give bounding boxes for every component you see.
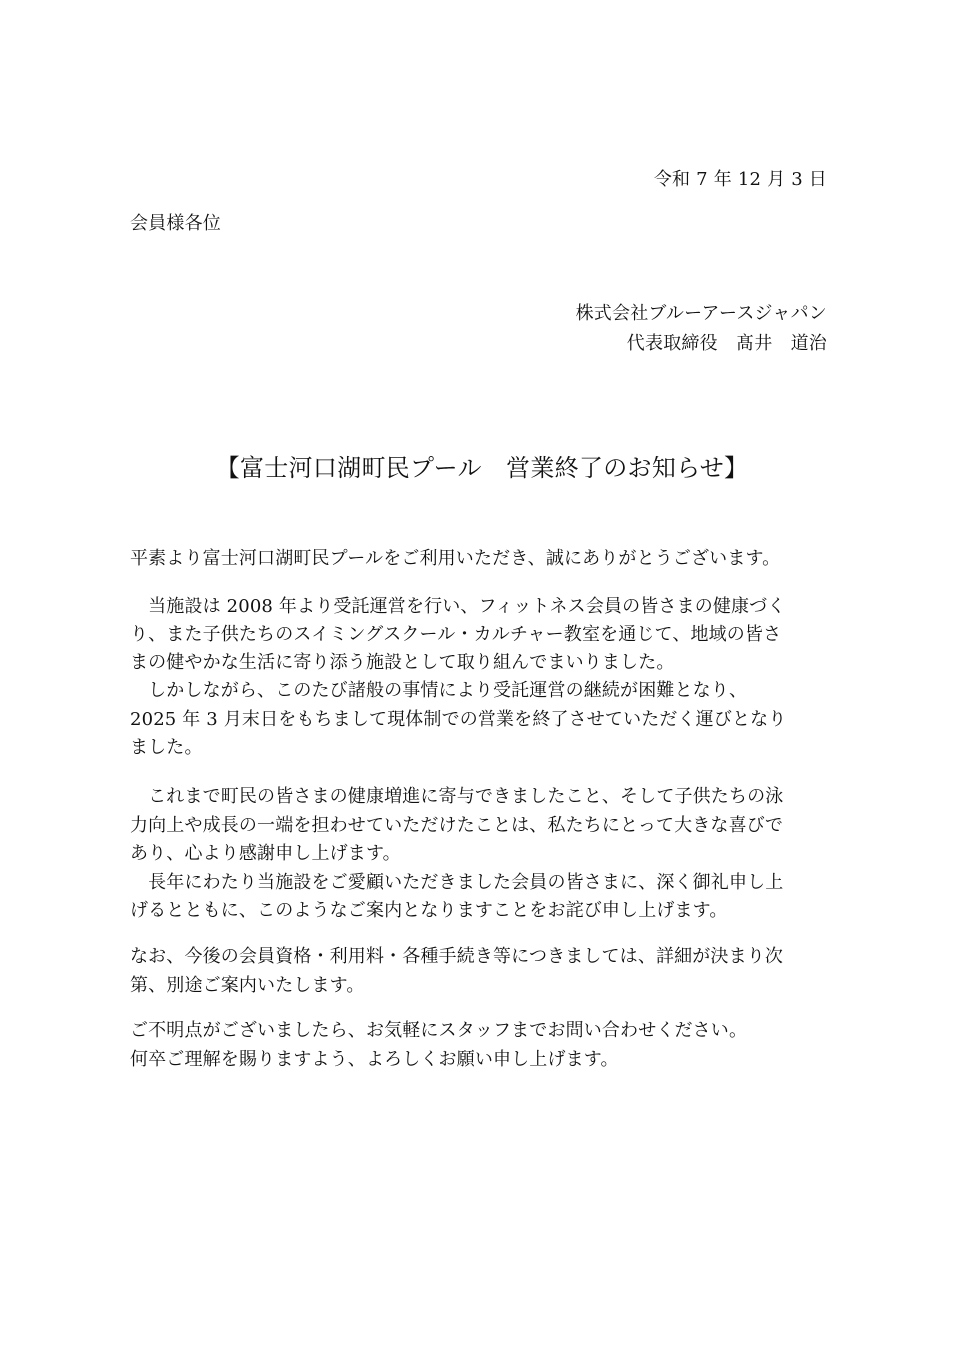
notice-title: 【富士河口湖町民プール 営業終了のお知らせ】 <box>215 454 749 482</box>
body-line: 2025 年 3 月末日をもちまして現体制での営業を終了させていただく運びとなり <box>130 709 787 730</box>
body-line: り、また子供たちのスイミングスクール・カルチャー教室を通じて、地域の皆さ <box>130 624 782 645</box>
body-line: ました。 <box>130 737 203 758</box>
body-line: ご不明点がございましたら、お気軽にスタッフまでお問い合わせください。 <box>130 1020 748 1041</box>
sender-company: 株式会社ブルーアースジャパン <box>575 303 827 324</box>
body-line: げるとともに、このようなご案内となりますことをお詫び申し上げます。 <box>130 900 728 921</box>
body-line: 力向上や成長の一端を担わせていただけたことは、私たちにとって大きな喜びで <box>130 815 784 836</box>
body-line: あり、心より感謝申し上げます。 <box>130 843 401 864</box>
body-line: 何卒ご理解を賜りますよう、よろしくお願い申し上げます。 <box>130 1049 619 1070</box>
addressee: 会員様各位 <box>130 213 221 234</box>
sender-representative: 代表取締役 髙井 道治 <box>626 333 827 354</box>
body-line: まの健やかな生活に寄り添う施設として取り組んでまいりました。 <box>130 652 675 673</box>
letter-date: 令和 7 年 12 月 3 日 <box>653 169 827 190</box>
body-line: 長年にわたり当施設をご愛顧いただきました会員の皆さまに、深く御礼申し上 <box>130 872 784 893</box>
body-line: 第、別途ご案内いたします。 <box>130 975 365 996</box>
body-line: 平素より富士河口湖町民プールをご利用いただき、誠にありがとうございます。 <box>130 548 781 569</box>
body-line: なお、今後の会員資格・利用料・各種手続き等につきましては、詳細が決まり次 <box>130 946 784 967</box>
body-line: 当施設は 2008 年より受託運営を行い、フィットネス会員の皆さまの健康づく <box>130 596 786 617</box>
body-line: これまで町民の皆さまの健康増進に寄与できましたこと、そして子供たちの泳 <box>130 786 784 807</box>
body-line: しかしながら、このたび諸般の事情により受託運営の継続が困難となり、 <box>130 680 748 701</box>
